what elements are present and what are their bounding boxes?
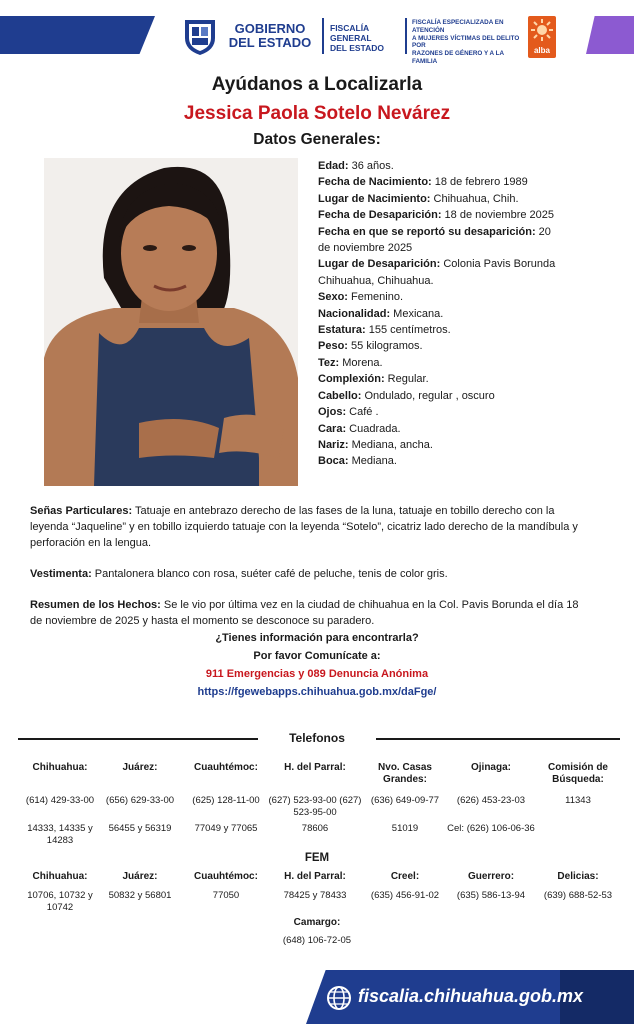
info-row: [318, 371, 558, 387]
fem-heading: FEM: [304, 852, 330, 864]
info-row: [318, 306, 558, 322]
info-label: Tez:: [318, 356, 340, 369]
info-row: [318, 174, 558, 190]
info-value: Cuadrada.: [346, 422, 401, 435]
tel-extension: Cel: (626) 106-06-36: [447, 823, 535, 834]
info-label: Boca:: [318, 455, 349, 468]
info-value: 18 de noviembre 2025: [441, 209, 555, 222]
missing-person-photo: [44, 158, 298, 486]
tel-phone: (636) 649-09-77: [370, 795, 440, 806]
info-value: 155 centímetros.: [365, 324, 451, 337]
resumen-label: Resumen de los Hechos:: [30, 599, 161, 611]
header: [0, 0, 634, 65]
tel-phone: (614) 429-33-00: [25, 795, 95, 806]
info-row: [318, 207, 558, 223]
info-value: Colonia Pavis Borunda Chihuahua, Chihuahua.: [318, 258, 556, 287]
header-divider: [405, 18, 407, 54]
info-row: [318, 224, 558, 257]
emergency-numbers: 911 Emergencias y 089 Denuncia Anónima: [205, 668, 429, 680]
vestimenta-label: Vestimenta:: [30, 568, 92, 580]
alba-label: alba: [533, 46, 550, 55]
info-row: [318, 322, 558, 338]
telefonos-heading: Telefonos: [289, 731, 345, 745]
tel-extension: 14333, 14335 y 14283: [27, 823, 93, 846]
fiscalia-line1: FISCALÍA GENERAL: [330, 23, 372, 43]
fevim-logo: [412, 19, 524, 66]
fem-value: (639) 688-52-53: [543, 890, 613, 901]
info-row: [318, 453, 558, 469]
tel-phone: (625) 128-11-00: [192, 795, 260, 806]
tel-extension: 78606: [301, 823, 329, 834]
fem-value: (635) 586-13-94: [456, 890, 526, 901]
fem-city: Juárez:: [122, 871, 158, 882]
fem-city: H. del Parral:: [284, 871, 346, 882]
tel-extension: 77049 y 77065: [194, 823, 258, 834]
camargo-city: Camargo:: [293, 917, 341, 928]
info-label: Lugar de Desaparición:: [318, 258, 441, 271]
info-row: [318, 289, 558, 305]
senas-text: Tatuaje en antebrazo derecho de las fases de la luna, tatuaje en tobillo derecho con la leyenda “Jaqueline” y en tobillo izquierdo tatuaje con la leyenda “Sotelo”, cicatriz lado derecho de la mandíbula y perforación en la lengua.: [30, 505, 578, 549]
tel-phone: (627) 523-93-00 (627) 523-95-00: [268, 795, 362, 818]
fem-value: 78425 y 78433: [283, 890, 347, 901]
info-value: Ondulado, regular , oscuro: [361, 389, 495, 402]
fiscalia-line2: DEL ESTADO: [330, 43, 384, 53]
alba-logo: [528, 16, 556, 58]
info-value: Mediana, ancha.: [348, 438, 433, 451]
info-label: Fecha de Nacimiento:: [318, 176, 432, 189]
footer-website-link[interactable]: fiscalia.chihuahua.gob.mx: [358, 986, 584, 1006]
info-value: 55 kilogramos.: [347, 340, 423, 353]
fiscalia-general-logo: [330, 23, 400, 53]
info-value: Mediana.: [348, 455, 397, 468]
info-value: 18 de febrero 1989: [431, 176, 528, 189]
info-row: [318, 388, 558, 404]
info-value: Regular.: [384, 373, 429, 386]
info-label: Cara:: [318, 422, 347, 435]
tel-extension: 56455 y 56319: [108, 823, 172, 834]
header-divider: [322, 18, 324, 54]
page-title: Ayúdanos a Localizarla: [211, 74, 423, 95]
camargo-phone: (648) 106-72-05: [282, 935, 352, 946]
info-row: [318, 191, 558, 207]
info-label: Peso:: [318, 340, 348, 353]
tel-phone: 11343: [565, 795, 591, 806]
vestimenta: [30, 566, 590, 582]
datos-generales-heading: Datos Generales:: [253, 131, 381, 148]
vestimenta-text: Pantalonera blanco con rosa, suéter café de peluche, tenis de color gris.: [91, 568, 448, 580]
info-row: [318, 421, 558, 437]
report-url-link[interactable]: https://fgewebapps.chihuahua.gob.mx/daFge/: [197, 686, 437, 698]
info-label: Fecha de Desaparición:: [318, 209, 442, 222]
info-value: Mexicana.: [390, 307, 444, 320]
fem-city: Creel:: [390, 871, 420, 882]
datos-generales-list: [318, 158, 558, 470]
info-row: [318, 338, 558, 354]
info-label: Lugar de Nacimiento:: [318, 192, 431, 205]
contact-call: Por favor Comunícate a:: [253, 650, 381, 662]
tel-city: Comisión de Búsqueda:: [547, 762, 608, 785]
tel-city: Juárez:: [122, 762, 158, 773]
fem-city: Delicias:: [557, 871, 599, 882]
senas-label: Señas Particulares:: [30, 505, 133, 517]
header-right-bar: [586, 16, 634, 54]
missing-person-name: Jessica Paola Sotelo Nevárez: [183, 103, 451, 124]
fem-city: Chihuahua:: [32, 871, 88, 882]
gobierno-del-estado-logo: [222, 22, 318, 50]
info-label: Estatura:: [318, 324, 366, 337]
info-value: 36 años.: [348, 160, 394, 172]
resumen-text: Se le vio por última vez en la ciudad de chihuahua en la Col. Pavis Borunda el día 18 de noviembre de 2025 y hasta el momento se desconoce su paradero.: [30, 599, 579, 627]
info-value: Café .: [346, 406, 379, 419]
info-label: Edad:: [318, 160, 349, 172]
tel-city: H. del Parral:: [284, 762, 346, 773]
senas-particulares: [30, 503, 590, 551]
fem-city: Cuauhtémoc:: [194, 871, 258, 882]
info-label: Fecha en que se reportó su desaparición:: [318, 225, 536, 238]
gov-line1: GOBIERNO: [234, 21, 306, 36]
info-row: [318, 404, 558, 420]
portrait-image: [44, 158, 298, 486]
tel-city: Nvo. Casas Grandes:: [378, 762, 432, 785]
info-row: [318, 437, 558, 453]
info-label: Sexo:: [318, 291, 348, 304]
resumen-hechos: [30, 597, 590, 629]
tel-city: Ojinaga:: [470, 762, 511, 773]
fem-value: 77050: [212, 890, 240, 901]
info-value: Morena.: [339, 356, 383, 369]
info-row: [318, 256, 558, 289]
info-row: [318, 158, 558, 174]
header-left-bar: [0, 16, 155, 54]
tel-city: Chihuahua:: [32, 762, 88, 773]
fevim-line3: RAZONES DE GÉNERO Y A LA FAMILIA: [412, 50, 504, 65]
fevim-line2: A MUJERES VÍCTIMAS DEL DELITO POR: [412, 34, 520, 50]
fem-value: 50832 y 56801: [108, 890, 172, 901]
gov-line2: DEL ESTADO: [228, 35, 312, 50]
alba-sun-icon: [528, 16, 556, 44]
tel-city: Cuauhtémoc:: [194, 762, 258, 773]
info-row: [318, 355, 558, 371]
info-label: Ojos:: [318, 406, 347, 419]
info-label: Nacionalidad:: [318, 307, 391, 320]
info-value: 20 de noviembre 2025: [318, 225, 551, 255]
state-shield-logo: [182, 16, 218, 56]
tel-extension: 51019: [391, 823, 419, 834]
info-value: Chihuahua, Chih.: [430, 192, 519, 205]
info-label: Complexión:: [318, 373, 385, 386]
globe-icon: [326, 985, 352, 1011]
fem-value: 10706, 10732 y 10742: [27, 890, 93, 913]
tel-phone: (656) 629-33-00: [105, 795, 175, 806]
fem-value: (635) 456-91-02: [370, 890, 440, 901]
fevim-line1: FISCALÍA ESPECIALIZADA EN ATENCIÓN: [412, 19, 504, 34]
info-label: Nariz:: [318, 438, 349, 451]
contact-question: ¿Tienes información para encontrarla?: [215, 632, 419, 644]
fem-city: Guerrero:: [467, 871, 515, 882]
info-label: Cabello:: [318, 389, 362, 402]
info-value: Femenino.: [347, 291, 403, 304]
tel-phone: (626) 453-23-03: [456, 795, 526, 806]
